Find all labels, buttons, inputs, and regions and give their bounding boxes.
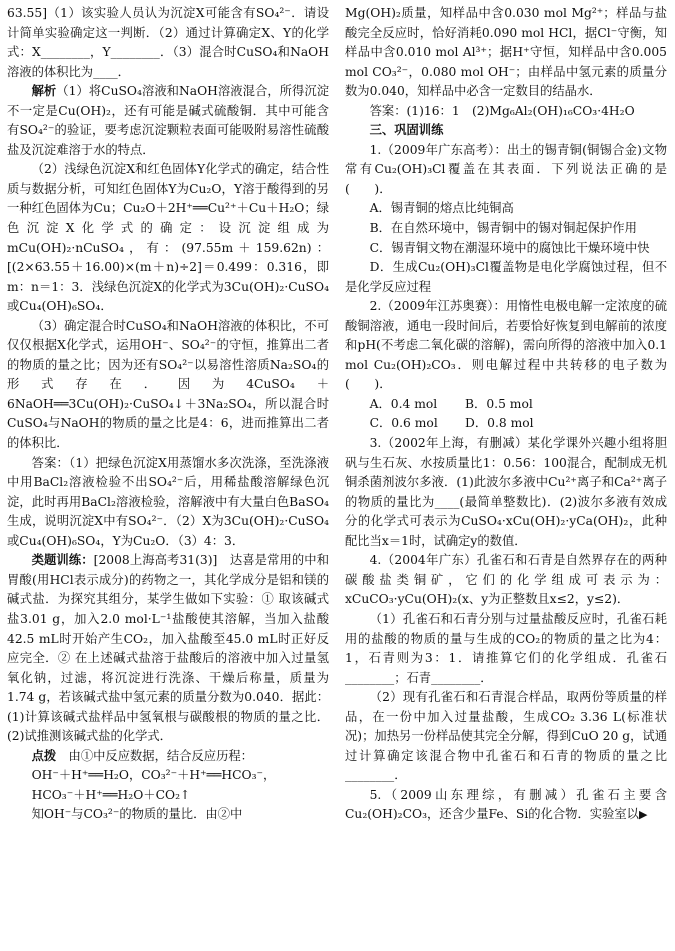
question-2-options-row-2 bbox=[345, 414, 667, 434]
analysis-text: （1）将CuSO₄溶液和NaOH溶液混合，所得沉淀不一定是Cu(OH)₂，还有可能是碱式硫酸铜．其中可能含有SO₄²⁻的验证，要考虑沉淀颗粒表面可能吸附易溶性硫酸盐及沉淀难溶于水的特点． bbox=[7, 84, 329, 157]
practice-heading: 类题训练： bbox=[31, 553, 94, 568]
analysis-paragraph bbox=[7, 82, 329, 160]
answer-paragraph: 答案：（1）把绿色沉淀X用蒸馏水多次洗涤，至洗涤液中用BaCl₂溶液检验不出SO₄²⁻后，用稀盐酸溶解绿色沉淀，此时再用BaCl₂溶液检验，溶解液中有大量白色BaSO₄生成，说明沉淀X中有SO₄²⁻．（2）X为3Cu(OH)₂·CuSO₄或Cu₄(OH)₆SO₄，Y为Cu₂O．（3）4：3． bbox=[7, 455, 329, 548]
hint-continued-text: Mg(OH)₂质量，知样品中含0.030 mol Mg²⁺；样品与盐酸完全反应时，恰好消耗0.090 mol HCl，据Cl⁻守衡，知样品中含0.010 mol Al³⁺；据H⁺守恒，知样品中含0.005 mol CO₃²⁻，0.080 mol OH⁻；由样品中氢元素的质量分数为0.040，知样品中必含一定数目的结晶水． bbox=[345, 6, 667, 99]
question-4: 4.（2004年广东）孔雀石和石青是自然界存在的两种碳酸盐类铜矿，它们的化学组成可表示为：xCuCO₃·yCu(OH)₂(x、y为正整数且x≤2，y≤2)． bbox=[345, 553, 667, 607]
equation-line-2: HCO₃⁻＋H⁺══H₂O＋CO₂↑ bbox=[31, 787, 191, 802]
hint-continued: 知OH⁻与CO₃²⁻的物质的量比．由②中 bbox=[31, 807, 243, 822]
question-1-option-c: C．锡青铜文物在潮湿环境中的腐蚀比干燥环境中快 bbox=[369, 240, 650, 255]
question-2-option-c: C．0.6 mol bbox=[369, 416, 438, 431]
question-2-option-a: A．0.4 mol bbox=[369, 396, 438, 411]
question-2-options-row-1 bbox=[345, 395, 667, 415]
question-1-option-b: B．在自然环境中，锡青铜中的锡对铜起保护作用 bbox=[369, 221, 637, 236]
left-column bbox=[7, 4, 329, 825]
question-5 bbox=[345, 786, 667, 825]
section-heading: 三、巩固训练 bbox=[369, 123, 444, 138]
question-1-option-a: A．锡青铜的熔点比纯铜高 bbox=[369, 201, 514, 216]
practice-text: [2008上海高考31(3)] 达喜是常用的中和胃酸(用HCl表示成分)的药物之一，其化学成分是铝和镁的碱式盐．为探究其组分，某学生做如下实验：① 取该碱式盐3.01 g，加入2.0 mol·L⁻¹盐酸使其溶解，当加入盐酸42.5 mL时开始产生CO₂，加入盐酸至45.0 mL时正好反应完全．② 在上述碱式盐溶于盐酸后的溶液中加入过量氢氧化钠，过滤，将沉淀进行洗涤、干燥后称量，质量为1.74 g，若该碱式盐中氢元素的质量分数为0.040．据此：(1)计算该碱式盐样品中氢氧根与碳酸根的物质的量之比．(2)试推测该碱式盐的化学式． bbox=[7, 553, 329, 744]
equation-line-1: OH⁻＋H⁺══H₂O，CO₃²⁻＋H⁺══HCO₃⁻， bbox=[31, 768, 276, 783]
analysis-part-2: （2）浅绿色沉淀X和红色固体Y化学式的确定，结合性质与数据分析，可知红色固体Y为Cu₂O，Y溶于酸得到的另一种红色固体为Cu；Cu₂O＋2H⁺══Cu²⁺＋Cu＋H₂O；绿色沉淀X化学式的确定：设沉淀组成为mCu(OH)₂·nCuSO₄，有：(97.55m＋159.62n)：[(2×63.55＋16.00)×(m＋n)÷2]＝0.499：0.316，即m：n＝1：3．浅绿色沉淀X的化学式为3Cu(OH)₂·CuSO₄或Cu₄(OH)₆SO₄． bbox=[7, 162, 329, 314]
hint-paragraph bbox=[7, 747, 329, 767]
question-2-option-d: D．0.8 mol bbox=[465, 416, 534, 431]
analysis-part-3: （3）确定混合时CuSO₄和NaOH溶液的体积比，不可仅仅根据X化学式，运用OH⁻、SO₄²⁻的守恒，推算出二者的物质的量之比；因为还有SO₄²⁻以易溶性溶质Na₂SO₄的形式存在．因为4CuSO₄＋6NaOH══3Cu(OH)₂·CuSO₄↓＋3Na₂SO₄，所以混合时CuSO₄与NaOH的物质的量之比是4：6，进而推算出二者的体积比． bbox=[7, 318, 329, 451]
question-5-text: 5.（2009山东理综，有删减）孔雀石主要含Cu₂(OH)₂CO₃，还含少量Fe、Si的化合物．实验室以 bbox=[345, 787, 667, 822]
practice-answer: 答案：(1)16：1 (2)Mg₆Al₂(OH)₁₆CO₃·4H₂O bbox=[369, 103, 635, 118]
question-4-part-2: （2）现有孔雀石和石青混合样品，取两份等质量的样品，在一份中加入过量盐酸，生成CO₂ 3.36 L(标准状况)；加热另一份样品使其完全分解，得到CuO 20 g，试通过计算确定该混合物中孔雀石和石青的物质的量之比________． bbox=[345, 690, 667, 783]
next-page-icon: ▶ bbox=[638, 808, 648, 822]
question-1: 1.（2009年广东高考）：出土的锡青铜(铜锡合金)文物常有Cu₂(OH)₃Cl覆盖在其表面．下列说法正确的是( )． bbox=[345, 142, 667, 196]
right-column bbox=[345, 4, 667, 825]
hint-text: 由①中反应数据，结合反应历程： bbox=[68, 748, 253, 763]
question-3: 3.（2002年上海，有删减）某化学课外兴趣小组将胆矾与生石灰、水按质量比1：0.56：100混合，配制成无机铜杀菌剂波尔多液．(1)此波尔多液中Cu²⁺离子和Ca²⁺离子的物质的量比为____(最简单整数比)．(2)波尔多液有效成分的化学式可表示为CuSO₄·xCu(OH)₂·yCa(OH)₂，此种配比当x＝1时，试确定y的数值． bbox=[345, 436, 667, 548]
question-4-part-1: （1）孔雀石和石青分别与过量盐酸反应时，孔雀石耗用的盐酸的物质的量与生成的CO₂的物质的量之比为4：1，石青则为3：1．请推算它们的化学组成．孔雀石________；石青________． bbox=[345, 611, 667, 685]
practice-paragraph bbox=[7, 551, 329, 746]
analysis-heading: 解析 bbox=[31, 84, 57, 99]
question-text-continued: 63.55]（1）该实验人员认为沉淀X可能含有SO₄²⁻．请设计简单实验确定这一判断．（2）通过计算确定X、Y的化学式：X________，Y________．（3）混合时CuSO₄和NaOH溶液的体积比为____． bbox=[7, 6, 329, 79]
hint-heading: 点拨 bbox=[31, 748, 57, 763]
question-1-option-d: D．生成Cu₂(OH)₃Cl覆盖物是电化学腐蚀过程，但不是化学反应过程 bbox=[345, 260, 667, 294]
question-2: 2.（2009年江苏奥赛）：用惰性电极电解一定浓度的硫酸铜溶液，通电一段时间后，若要恰好恢复到电解前的浓度和pH(不考虑二氧化碳的溶解)，需向所得的溶液中加入0.1 mol Cu₂(OH)₂CO₃．则电解过程中共转移的电子数为( )． bbox=[345, 299, 667, 392]
question-2-option-b: B．0.5 mol bbox=[465, 396, 533, 411]
